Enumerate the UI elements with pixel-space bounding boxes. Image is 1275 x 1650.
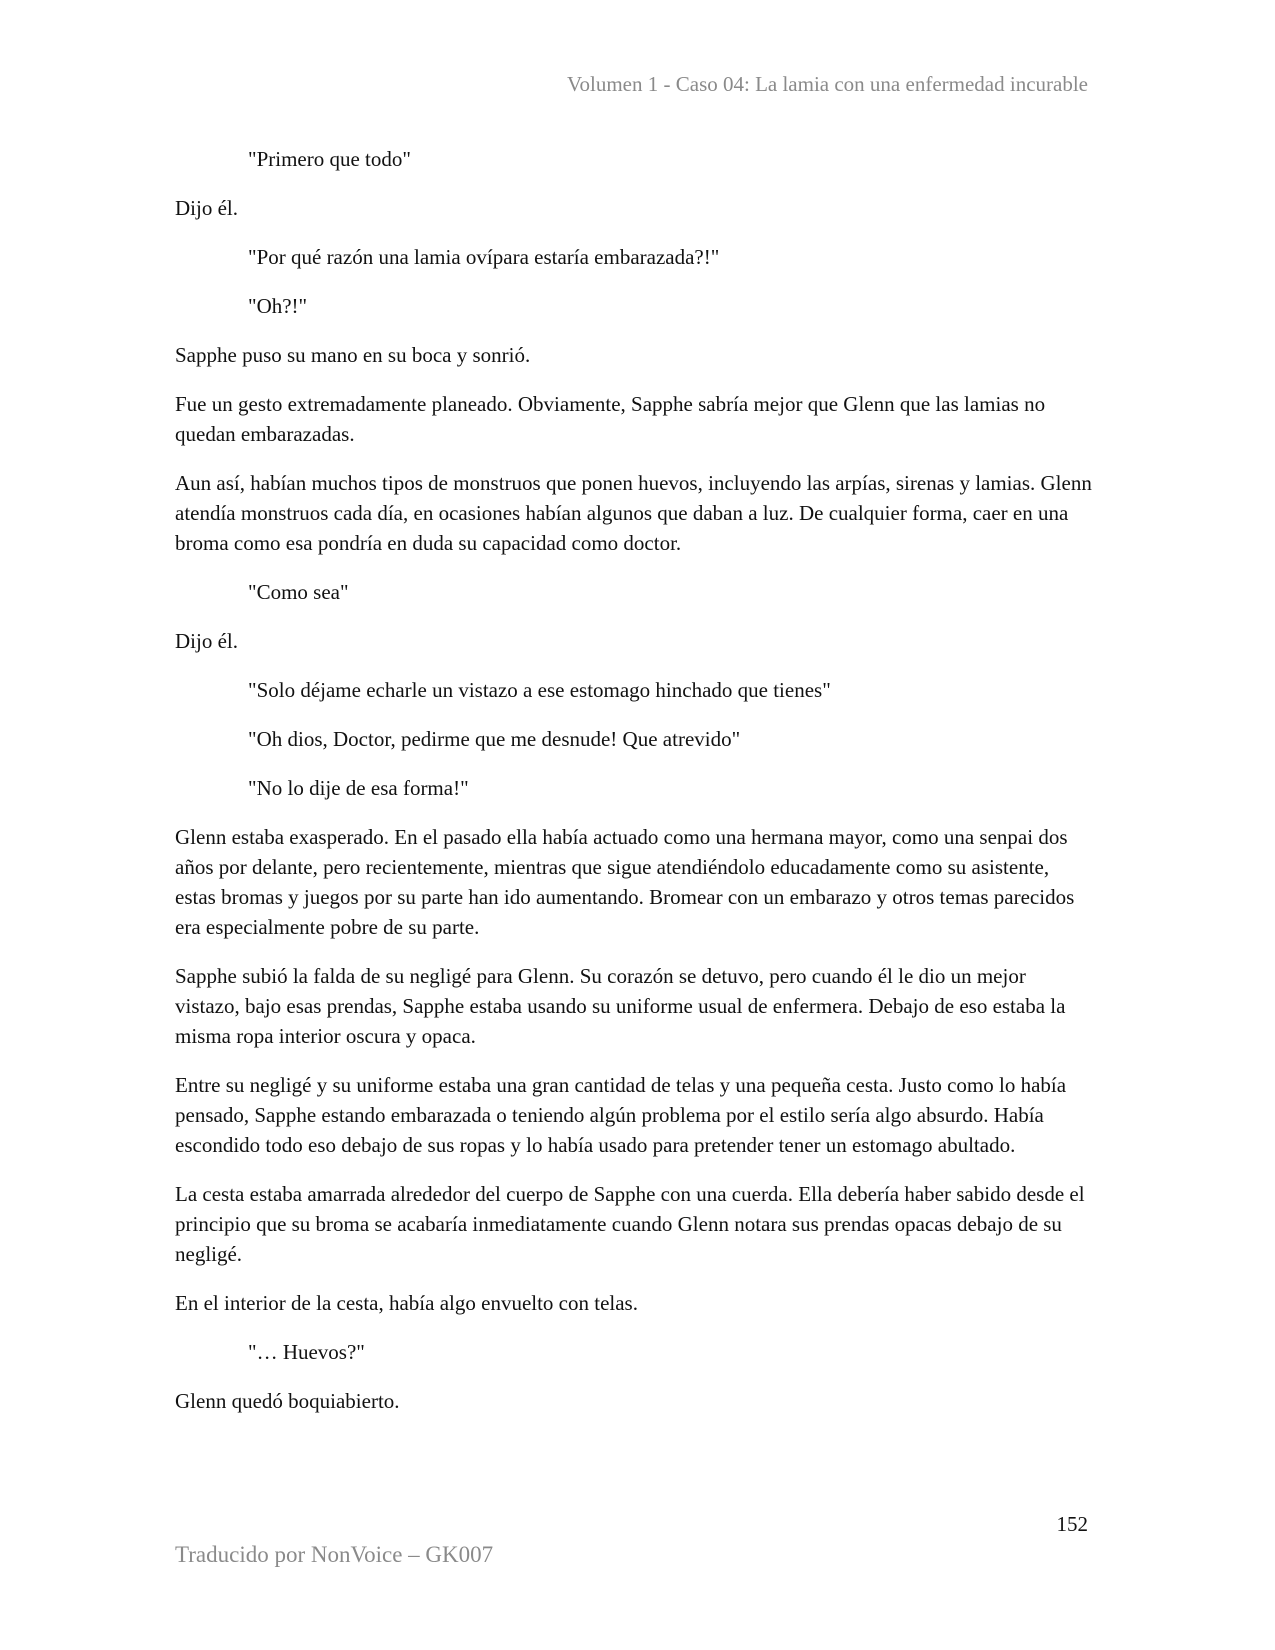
paragraph: Glenn quedó boquiabierto. xyxy=(175,1389,400,1413)
paragraph: Dijo él. xyxy=(175,196,238,220)
paragraph: "Oh dios, Doctor, pedirme que me desnude! Que atrevido" xyxy=(248,727,741,751)
paragraph: "… Huevos?" xyxy=(248,1340,365,1364)
paragraph: Aun así, habían muchos tipos de monstruos que ponen huevos, incluyendo las arpías, sirenas y lamias. Glenn atendía monstruos cada día, en ocasiones habían algunos que daban a luz. De cualquier forma, caer en una broma como esa pondría en duda su capacidad como doctor. xyxy=(175,471,1092,555)
paragraph: "Como sea" xyxy=(248,580,349,604)
paragraph: Fue un gesto extremadamente planeado. Obviamente, Sapphe sabría mejor que Glenn que las lamias no quedan embarazadas. xyxy=(175,392,1046,446)
translator-credit: Traducido por NonVoice – GK007 xyxy=(175,1542,494,1567)
paragraph: "Oh?!" xyxy=(248,294,308,318)
running-header: Volumen 1 - Caso 04: La lamia con una enfermedad incurable xyxy=(567,72,1088,96)
paragraph: "Solo déjame echarle un vistazo a ese estomago hinchado que tienes" xyxy=(248,678,831,702)
paragraph: "No lo dije de esa forma!" xyxy=(248,776,469,800)
paragraph: Glenn estaba exasperado. En el pasado ella había actuado como una hermana mayor, como una senpai dos años por delante, pero recientemente, mientras que sigue atendiéndolo educadamente como su asistente, estas bromas y juegos por su parte han ido aumentando. Bromear con un embarazo y otros temas parecidos era especialmente pobre de su parte. xyxy=(175,825,1075,939)
paragraph: Dijo él. xyxy=(175,629,238,653)
paragraph: En el interior de la cesta, había algo envuelto con telas. xyxy=(175,1291,638,1315)
paragraph: La cesta estaba amarrada alrededor del cuerpo de Sapphe con una cuerda. Ella debería haber sabido desde el principio que su broma se acabaría inmediatamente cuando Glenn notara sus prendas opacas debajo de su negligé. xyxy=(175,1182,1085,1266)
paragraph: "Por qué razón una lamia ovípara estaría embarazada?!" xyxy=(248,245,720,269)
page-body xyxy=(175,144,1095,1435)
paragraph: Entre su negligé y su uniforme estaba una gran cantidad de telas y una pequeña cesta. Justo como lo había pensado, Sapphe estando embarazada o teniendo algún problema por el estilo sería algo absurdo. Había escondido todo eso debajo de sus ropas y lo había usado para pretender tener un estomago abultado. xyxy=(175,1073,1067,1157)
paragraph: Sapphe subió la falda de su negligé para Glenn. Su corazón se detuvo, pero cuando él le dio un mejor vistazo, bajo esas prendas, Sapphe estaba usando su uniforme usual de enfermera. Debajo de eso estaba la misma ropa interior oscura y opaca. xyxy=(175,964,1066,1048)
paragraph: Sapphe puso su mano en su boca y sonrió. xyxy=(175,343,531,367)
page-number: 152 xyxy=(1056,1512,1088,1536)
paragraph: "Primero que todo" xyxy=(248,147,411,171)
